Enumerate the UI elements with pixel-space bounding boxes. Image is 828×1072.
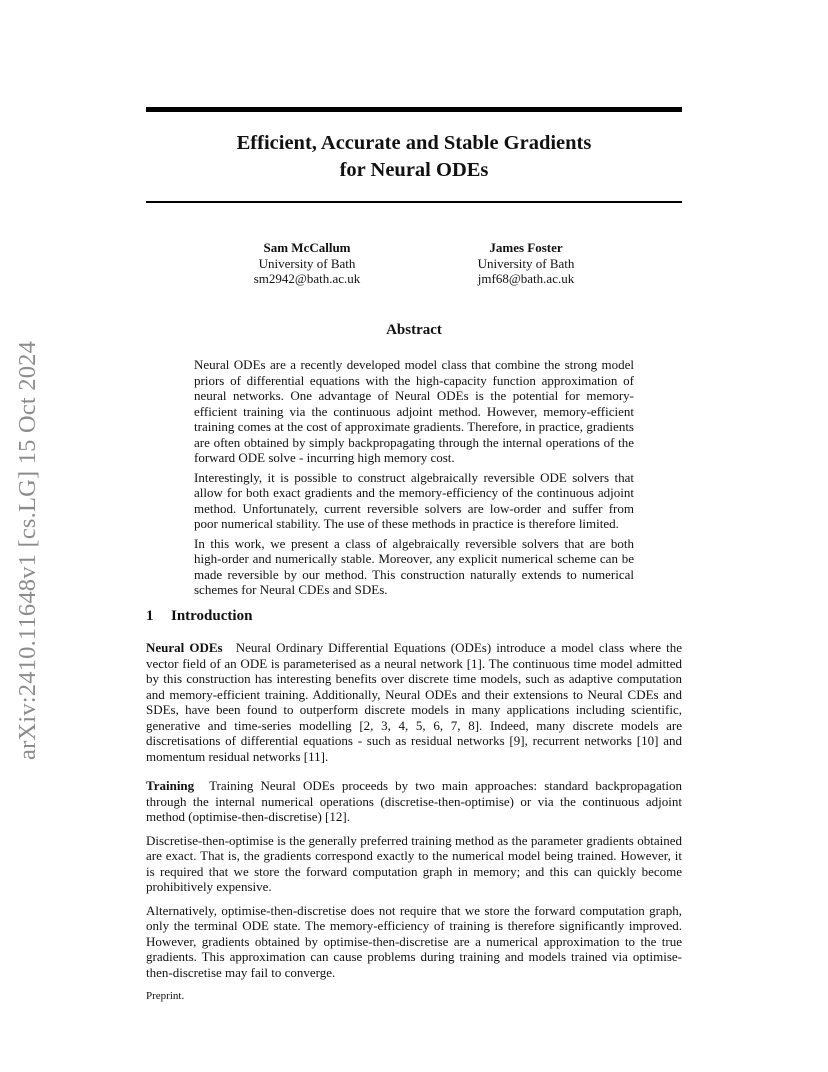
author-affiliation: University of Bath	[258, 255, 356, 271]
paragraph-heading: Training	[146, 778, 195, 793]
body-paragraph: Discretise-then-optimise is the generally preferred training method as the parameter gradients obtained are exact. That is, the gradients correspond exactly to the numerical model being trained. However, it is required that we store the forward computation graph in memory; and this can quickly become prohibitively expensive.	[146, 832, 682, 894]
arxiv-side-stamp: arXiv:2410.11648v1 [cs.LG] 15 Oct 2024	[14, 340, 41, 760]
abstract-heading: Abstract	[386, 322, 442, 338]
abstract-paragraph: Interestingly, it is possible to construct algebraically reversible ODE solvers that allow for both exact gradients and the memory-efficiency of the continuous adjoint method. Unfortunately, current reversible solvers are low-order and suffer from poor numerical stability. The use of these methods in practice is therefore limited.	[194, 469, 634, 531]
title-line-1: Efficient, Accurate and Stable Gradients	[236, 132, 592, 154]
paragraph-text: Neural Ordinary Differential Equations (ODEs) introduce a model class where the vector field of an ODE is parameterised as a neural network [1]. The continuous time model admitted by this construction has interesting benefits over discrete time models, such as adaptive computation and memory-efficient training. Additionally, Neural ODEs and their extensions to Neural CDEs and SDEs, have been found to outperform discrete models in many applications including scientific, generative and time-series modelling [2, 3, 4, 5, 6, 7, 8]. Indeed, many discrete models are discretisations of differential equations - such as residual networks [9], recurrent networks [10] and momentum residual networks [11].	[146, 640, 683, 764]
abstract-paragraph: Neural ODEs are a recently developed model class that combine the strong model priors of differential equations with the high-capacity function approximation of neural networks. One advantage of Neural ODEs is the potential for memory-efficient training via the continuous adjoint method. However, memory-efficient training comes at the cost of approximate gradients. Therefore, in practice, gradients are often obtained by simply backpropagating through the internal operations of the forward ODE solve - incurring high memory cost.	[194, 357, 634, 465]
body-paragraph	[146, 778, 682, 825]
title-top-rule	[146, 107, 682, 112]
author-affiliation: University of Bath	[477, 255, 575, 271]
footer-note: Preprint.	[146, 990, 185, 1002]
author-email: jmf68@bath.ac.uk	[477, 271, 575, 286]
introduction-body	[146, 640, 682, 988]
paragraph-heading: Neural ODEs	[146, 640, 223, 655]
body-paragraph	[146, 640, 682, 764]
paper-title	[146, 130, 682, 184]
author-block	[426, 240, 626, 287]
title-bottom-rule	[146, 201, 682, 203]
author-name: James Foster	[489, 240, 563, 255]
author-name: Sam McCallum	[263, 240, 351, 255]
abstract-paragraph: In this work, we present a class of algebraically reversible solvers that are both high-order and numerically stable. Moreover, any explicit numerical scheme can be made reversible by our method. This construction naturally extends to numerical schemes for Neural CDEs and SDEs.	[194, 535, 634, 597]
author-email: sm2942@bath.ac.uk	[253, 271, 361, 286]
body-paragraph: Alternatively, optimise-then-discretise does not require that we store the forward computation graph, only the terminal ODE state. The memory-efficiency of training is therefore significantly improved. However, gradients obtained by optimise-then-discretise are a numerical approximation to the true gradients. This approximation can cause problems during training and models trained via optimise-then-discretise may fail to converge.	[146, 902, 682, 980]
abstract-body	[194, 357, 634, 602]
section-title: Introduction	[171, 608, 253, 624]
section-number: 1	[146, 608, 154, 624]
author-block	[207, 240, 407, 287]
section-heading	[146, 608, 252, 625]
title-line-2: for Neural ODEs	[339, 159, 489, 181]
paragraph-text: Training Neural ODEs proceeds by two main approaches: standard backpropagation through the internal numerical operations (discretise-then-optimise) or via the continuous adjoint method (optimise-then-discretise) [12].	[146, 778, 683, 824]
